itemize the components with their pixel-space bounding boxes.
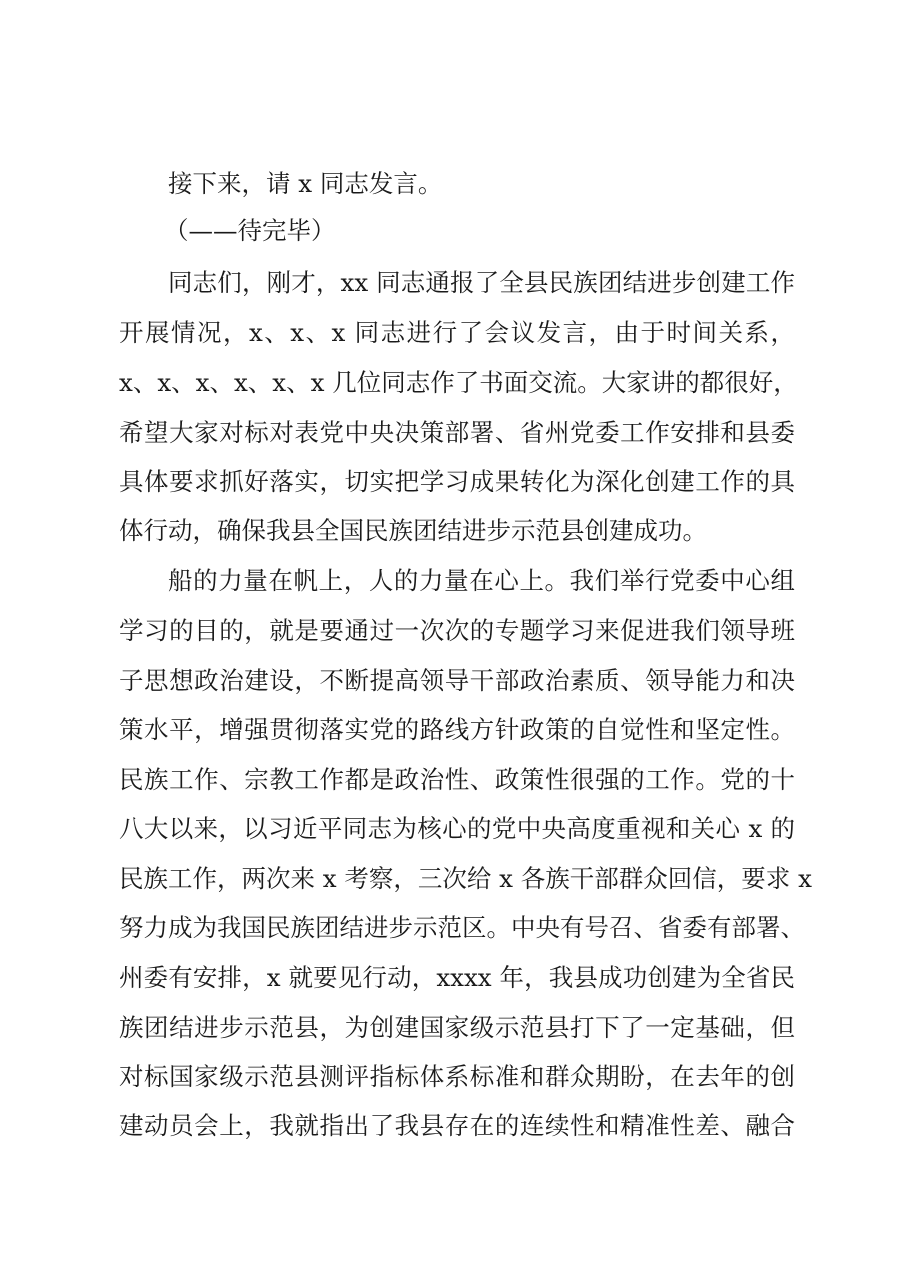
text-line-13: 民族工作、宗教工作都是政治性、政策性很强的工作。党的十 (119, 765, 795, 794)
text-line-20: 建动员会上，我就指出了我县存在的连续性和精准性差、融合 (119, 1111, 795, 1140)
text-line-9: 船的力量在帆上，人的力量在心上。我们举行党委中心组 (168, 566, 795, 595)
text-line-18: 族团结进步示范县，为创建国家级示范县打下了一定基础，但 (119, 1013, 795, 1042)
text-line-12: 策水平，增强贯彻落实党的路线方针政策的自觉性和坚定性。 (119, 715, 795, 744)
text-line-2: （——待完毕） (164, 216, 336, 245)
text-line-1: 接下来，请 x 同志发言。 (168, 169, 443, 198)
text-line-5: x、x、x、x、x、x 几位同志作了书面交流。大家讲的都很好， (119, 368, 798, 397)
text-line-14: 八大以来，以习近平同志为核心的党中央高度重视和关心 x 的 (119, 814, 795, 843)
text-line-6: 希望大家对标对表党中央决策部署、省州党委工作安排和县委 (119, 418, 795, 447)
text-line-10: 学习的目的，就是要通过一次次的专题学习来促进我们领导班 (119, 616, 795, 645)
text-line-3: 同志们，刚才，xx 同志通报了全县民族团结进步创建工作 (168, 268, 795, 297)
text-line-4: 开展情况，x、x、x 同志进行了会议发言，由于时间关系， (119, 318, 795, 347)
text-line-7: 具体要求抓好落实，切实把学习成果转化为深化创建工作的具 (119, 467, 795, 496)
text-line-8: 体行动，确保我县全国民族团结进步示范县创建成功。 (119, 516, 707, 545)
text-line-11: 子思想政治建设，不断提高领导干部政治素质、领导能力和决 (119, 666, 795, 695)
text-line-17: 州委有安排，x 就要见行动，xxxx 年，我县成功创建为全省民 (119, 963, 795, 992)
text-line-15: 民族工作，两次来 x 考察，三次给 x 各族干部群众回信，要求 x (119, 864, 812, 893)
text-line-19: 对标国家级示范县测评指标体系标准和群众期盼，在去年的创 (119, 1062, 795, 1091)
text-line-16: 努力成为我国民族团结进步示范区。中央有号召、省委有部署、 (119, 913, 805, 942)
